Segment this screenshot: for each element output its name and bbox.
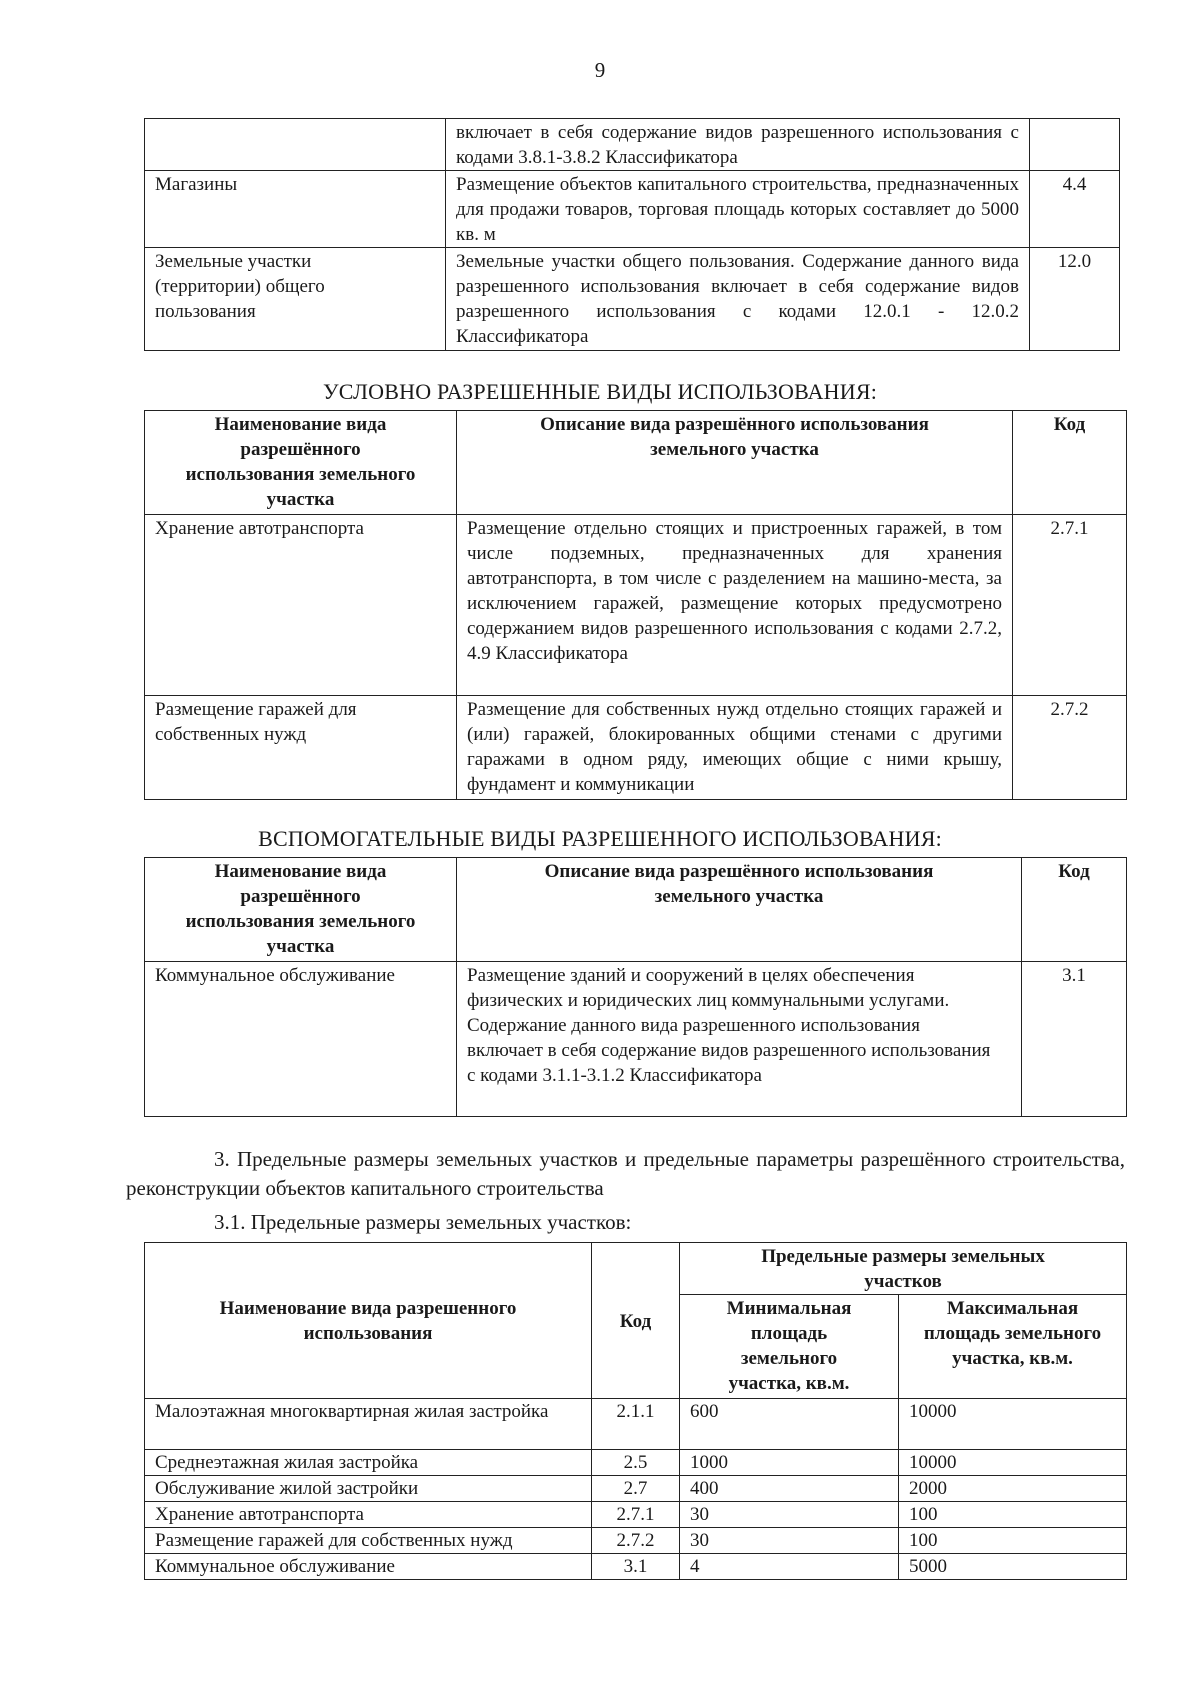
row-description: Размещение зданий и сооружений в целях обеспечения физических и юридических лиц коммунальными услугами. Содержание данного вида разрешенного использования включает в себя содержание видов разрешенного использования с кодами 3.1.1-3.1.2 Классификатора bbox=[457, 962, 1022, 1117]
row-max: 100 bbox=[899, 1528, 1127, 1554]
row-code bbox=[1030, 119, 1120, 171]
paragraph-3: 3. Предельные размеры земельных участков и предельные параметры разрешённого строительства, реконструкции объектов капитального строительства bbox=[126, 1147, 1125, 1200]
header-code: Код bbox=[1013, 411, 1127, 515]
table-row bbox=[145, 962, 1127, 1117]
row-code: 2.7.1 bbox=[592, 1502, 680, 1528]
row-name: Хранение автотранспорта bbox=[145, 515, 457, 696]
header-min: Минимальная площадь земельного участка, кв.м. bbox=[680, 1295, 899, 1399]
table-header-row bbox=[145, 1243, 1127, 1295]
row-name bbox=[145, 119, 446, 171]
row-name: Хранение автотранспорта bbox=[145, 1502, 592, 1528]
row-max: 100 bbox=[899, 1502, 1127, 1528]
page-number: 9 bbox=[594, 58, 606, 82]
table-row bbox=[145, 1399, 1127, 1450]
row-description: Размещение объектов капитального строительства, предназначенных для продажи товаров, торговая площадь которых составляет до 5000 кв. м bbox=[446, 171, 1030, 248]
row-name: Коммунальное обслуживание bbox=[145, 1554, 592, 1580]
row-min: 30 bbox=[680, 1528, 899, 1554]
row-code: 4.4 bbox=[1030, 171, 1120, 248]
row-max: 5000 bbox=[899, 1554, 1127, 1580]
row-min: 1000 bbox=[680, 1450, 899, 1476]
row-description: Размещение отдельно стоящих и пристроенных гаражей, в том числе подземных, предназначенных для хранения автотранспорта, в том числе с разделением на машино-места, за исключением гаражей, размещение которых предусмотрено содержанием видов разрешенного использования с кодами 2.7.2, 4.9 Классификатора bbox=[457, 515, 1013, 696]
row-name: Земельные участки (территории) общего пользования bbox=[145, 248, 446, 351]
row-code: 12.0 bbox=[1030, 248, 1120, 351]
header-description: Описание вида разрешённого использования земельного участка bbox=[457, 411, 1013, 515]
row-max: 10000 bbox=[899, 1399, 1127, 1450]
row-name: Размещение гаражей для собственных нужд bbox=[145, 696, 457, 800]
table-row bbox=[145, 1554, 1127, 1580]
table-auxiliary bbox=[144, 857, 1127, 1117]
table-row bbox=[145, 1502, 1127, 1528]
row-name: Среднеэтажная жилая застройка bbox=[145, 1450, 592, 1476]
table-row bbox=[145, 515, 1127, 696]
header-name: Наименование вида разрешённого использования земельного участка bbox=[145, 858, 457, 962]
row-description: включает в себя содержание видов разрешенного использования с кодами 3.8.1-3.8.2 Классификатора bbox=[446, 119, 1030, 171]
table-header-row bbox=[145, 411, 1127, 515]
header-description: Описание вида разрешённого использования земельного участка bbox=[457, 858, 1022, 962]
table-row bbox=[145, 119, 1120, 171]
row-min: 30 bbox=[680, 1502, 899, 1528]
row-code: 2.7.2 bbox=[1013, 696, 1127, 800]
section-title-conditional: УСЛОВНО РАЗРЕШЕННЫЕ ВИДЫ ИСПОЛЬЗОВАНИЯ: bbox=[322, 379, 878, 404]
table-conditional bbox=[144, 410, 1127, 800]
table-row bbox=[145, 696, 1127, 800]
row-name: Малоэтажная многоквартирная жилая застройка bbox=[145, 1399, 592, 1450]
table-permitted-continuation bbox=[144, 118, 1120, 351]
section-title-auxiliary: ВСПОМОГАТЕЛЬНЫЕ ВИДЫ РАЗРЕШЕННОГО ИСПОЛЬЗОВАНИЯ: bbox=[258, 826, 942, 851]
header-code: Код bbox=[592, 1243, 680, 1399]
row-description: Земельные участки общего пользования. Содержание данного вида разрешенного использования включает в себя содержание видов разрешенного использования с кодами 12.0.1 - 12.0.2 Классификатора bbox=[446, 248, 1030, 351]
row-max: 2000 bbox=[899, 1476, 1127, 1502]
table-row bbox=[145, 1450, 1127, 1476]
table-row bbox=[145, 248, 1120, 351]
row-name: Размещение гаражей для собственных нужд bbox=[145, 1528, 592, 1554]
row-code: 2.1.1 bbox=[592, 1399, 680, 1450]
row-min: 600 bbox=[680, 1399, 899, 1450]
row-code: 2.7.1 bbox=[1013, 515, 1127, 696]
row-code: 2.7 bbox=[592, 1476, 680, 1502]
paragraph-3-1: 3.1. Предельные размеры земельных участков: bbox=[214, 1210, 632, 1234]
table-header-row bbox=[145, 858, 1127, 962]
row-name: Коммунальное обслуживание bbox=[145, 962, 457, 1117]
row-code: 3.1 bbox=[592, 1554, 680, 1580]
row-code: 2.5 bbox=[592, 1450, 680, 1476]
row-min: 400 bbox=[680, 1476, 899, 1502]
table-row bbox=[145, 1528, 1127, 1554]
table-row bbox=[145, 1476, 1127, 1502]
header-code: Код bbox=[1022, 858, 1127, 962]
header-max: Максимальная площадь земельного участка, кв.м. bbox=[899, 1295, 1127, 1399]
row-name: Магазины bbox=[145, 171, 446, 248]
header-name: Наименование вида разрешенного использования bbox=[145, 1243, 592, 1399]
table-row bbox=[145, 171, 1120, 248]
row-description: Размещение для собственных нужд отдельно стоящих гаражей и (или) гаражей, блокированных общими стенами с другими гаражами в одном ряду, имеющих общие с ними крышу, фундамент и коммуникации bbox=[457, 696, 1013, 800]
row-name: Обслуживание жилой застройки bbox=[145, 1476, 592, 1502]
row-code: 2.7.2 bbox=[592, 1528, 680, 1554]
row-min: 4 bbox=[680, 1554, 899, 1580]
header-group: Предельные размеры земельных участков bbox=[680, 1243, 1127, 1295]
row-max: 10000 bbox=[899, 1450, 1127, 1476]
header-name: Наименование вида разрешённого использования земельного участка bbox=[145, 411, 457, 515]
row-code: 3.1 bbox=[1022, 962, 1127, 1117]
table-land-sizes bbox=[144, 1242, 1127, 1580]
